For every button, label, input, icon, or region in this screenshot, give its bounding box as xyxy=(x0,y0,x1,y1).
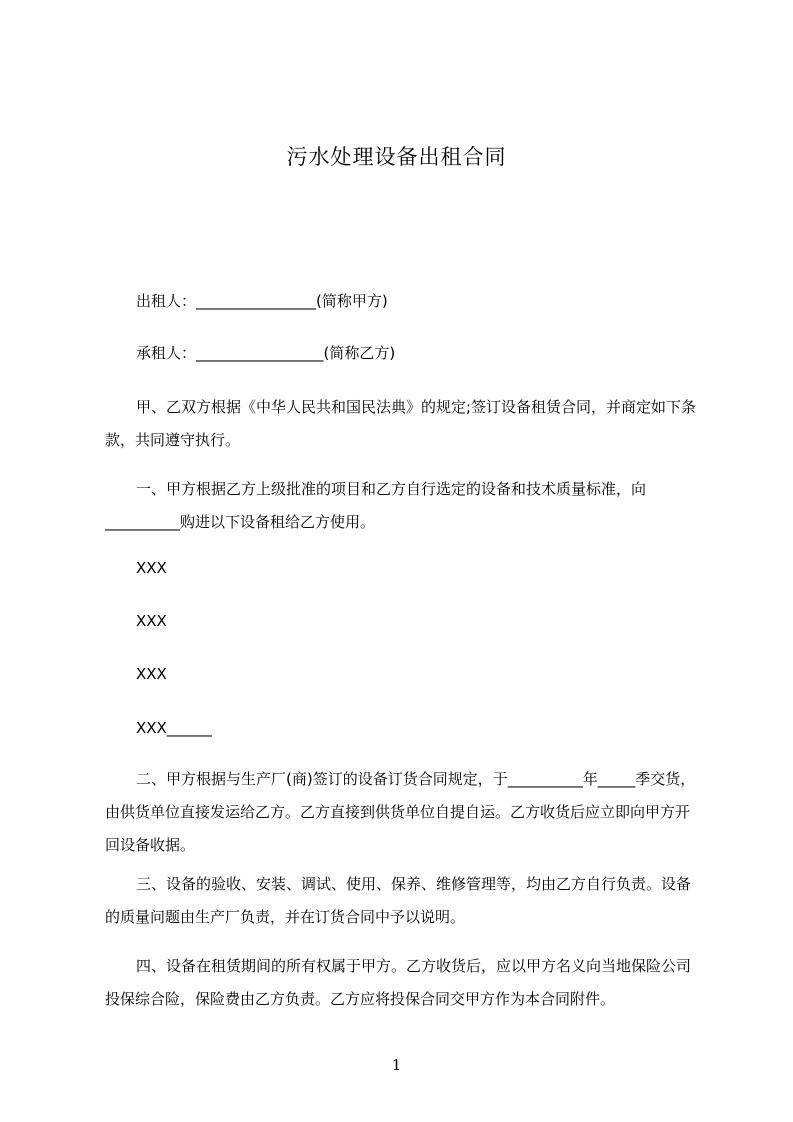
clause-2: 二、甲方根据与生产厂(商)签订的设备订货合同规定，于__________年_____季交货，由供货单位直接发运给乙方。乙方直接到供货单位自提自运。乙方收货后应立即向甲方开回设备收据。 xyxy=(105,770,696,854)
item-1: XXX xyxy=(136,559,167,577)
item-4: XXX______ xyxy=(136,719,212,737)
document-title: 污水处理设备出租合同 xyxy=(286,145,507,169)
page-number: 1 xyxy=(391,1056,402,1074)
item-3: XXX xyxy=(136,665,167,683)
lessor-line: 出租人：________________(简称甲方) xyxy=(136,292,388,310)
item-2: XXX xyxy=(136,612,167,630)
clause-4: 四、设备在租赁期间的所有权属于甲方。乙方收货后，应以甲方名义向当地保险公司投保综合险，保险费由乙方负责。乙方应将投保合同交甲方作为本合同附件。 xyxy=(105,957,692,1008)
clause-3: 三、设备的验收、安装、调试、使用、保养、维修管理等，均由乙方自行负责。设备的质量问题由生产厂负责，并在订货合同中予以说明。 xyxy=(105,875,692,926)
intro-paragraph: 甲、乙双方根据《中华人民共和国民法典》的规定;签订设备租赁合同，并商定如下条款，共同遵守执行。 xyxy=(105,398,697,449)
lessee-line: 承租人：_________________(简称乙方) xyxy=(136,344,396,362)
clause-1: 一、甲方根据乙方上级批准的项目和乙方自行选定的设备和技术质量标准，向__________购进以下设备租给乙方使用。 xyxy=(105,480,647,531)
